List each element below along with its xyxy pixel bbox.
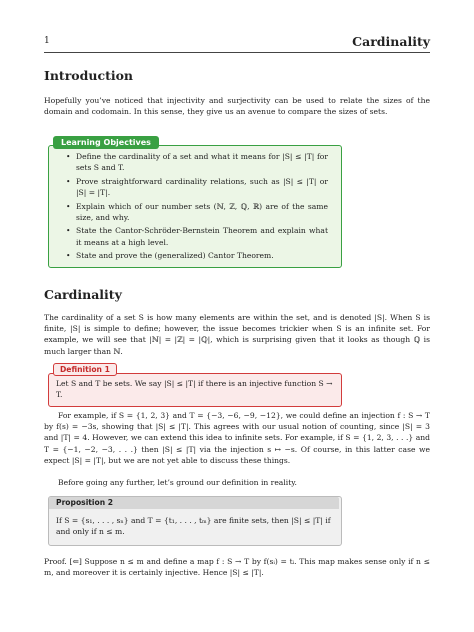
- objective-item: • State and prove the (generalized) Cantor Theorem.: [66, 250, 328, 261]
- page-header: [44, 34, 430, 50]
- objective-item: • Prove straightforward cardinality relations, such as |S| ≤ |T| or |S| = |T|.: [66, 176, 328, 199]
- objective-item: • Define the cardinality of a set and what it means for |S| ≤ |T| for sets S and T.: [66, 151, 328, 174]
- objective-item: • Explain which of our number sets (ℕ, ℤ, ℚ, ℝ) are of the same size, and why.: [66, 201, 328, 224]
- objective-item: • State the Cantor-Schröder-Bernstein Theorem and explain what it means at a high level.: [66, 225, 328, 248]
- cardinality-paragraph-3: Before going any further, let’s ground our definition in reality.: [58, 478, 297, 487]
- introduction-heading: Introduction: [44, 68, 134, 83]
- header-rule: [44, 52, 430, 53]
- cardinality-paragraph-1: The cardinality of a set S is how many elements are within the set, and is denoted |S|. When S is finite, |S| is simple to define; however, the issue becomes trickier when S is an infinite set. For example, we will see that |ℕ| = |ℤ| = |ℚ|, which is surprising given that it looks as though ℚ is much larger than ℕ.: [44, 313, 430, 356]
- definition-label: Definition 1: [53, 363, 117, 376]
- cardinality-heading: Cardinality: [44, 287, 122, 302]
- page-number: 1: [44, 36, 50, 46]
- chapter-title: Cardinality: [352, 34, 430, 49]
- learning-objectives-list: [66, 151, 328, 264]
- definition-text: Let S and T be sets. We say |S| ≤ |T| if there is an injective function S → T.: [56, 379, 333, 400]
- proposition-label: Proposition 2: [56, 498, 114, 507]
- proof-paragraph: Proof. [⇐] Suppose n ≤ m and define a map f : S → T by f(sᵢ) = tᵢ. This map makes sense only if n ≤ m, and moreover it is certainly injective. Hence |S| ≤ |T|.: [44, 557, 430, 578]
- introduction-paragraph: Hopefully you’ve noticed that injectivity and surjectivity can be used to relate the sizes of the domain and codomain. In this sense, they give us an avenue to compare the sizes of sets.: [44, 96, 430, 117]
- proposition-text: If S = {s₁, . . . , sₙ} and T = {t₁, . . . , tₘ} are finite sets, then |S| ≤ |T| if and only if n ≤ m.: [56, 516, 331, 537]
- cardinality-paragraph-2: For example, if S = {1, 2, 3} and T = {−3, −6, −9, −12}, we could define an injection f : S → T by f(s) = −3s, showing that |S| ≤ |T|. This agrees with our usual notion of counting, since |S| = 3 and |T| = 4. However, we can extend this idea to infinite sets. For example, if S = {1, 2, 3, . . .} and T = {−1, −2, −3, . . .} then |S| ≤ |T| via the injection s ↦ −s. Of course, in this latter case we expect |S| = |T|, but we are not yet able to discuss these things.: [44, 411, 430, 465]
- learning-objectives-title: Learning Objectives: [53, 136, 159, 149]
